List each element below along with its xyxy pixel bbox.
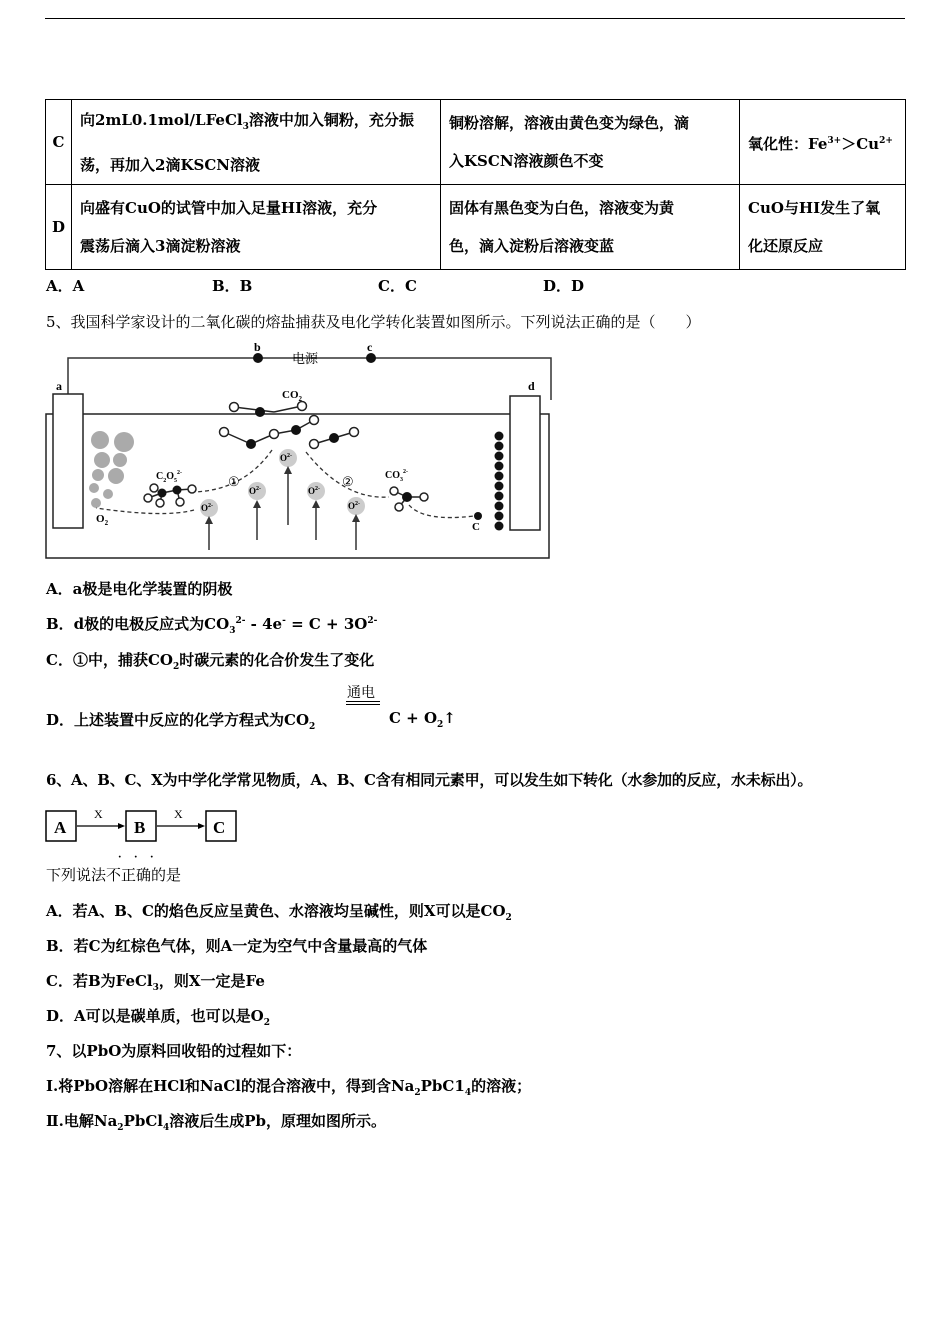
svg-text:O2-: $O^{2-}$ bbox=[308, 486, 321, 496]
carbon-deposit bbox=[474, 432, 504, 531]
equation-line bbox=[346, 701, 380, 702]
q7-stem: 7、以PbO为原料回收铅的过程如下： bbox=[46, 1042, 302, 1060]
q4-choice-d[interactable]: D．D bbox=[543, 277, 585, 295]
q4-choice-b[interactable]: B．B bbox=[212, 277, 253, 295]
operation-text: 向盛有CuO的试管中加入足量HI溶液，充分 bbox=[80, 199, 378, 217]
q6-option-a[interactable]: A．若A、B、C的焰色反应呈黄色、水溶液均呈碱性，则X可以是$CO_2$ bbox=[46, 902, 512, 923]
phenomenon-text: 色，滴入淀粉后溶液变蓝 bbox=[449, 237, 615, 255]
q6-option-d[interactable]: D．A可以是碳单质，也可以是$O_2$ bbox=[46, 1007, 270, 1028]
q5-option-d[interactable]: D．上述装置中反应的化学方程式为$CO_2$ bbox=[46, 711, 316, 732]
step-1-label: ① bbox=[228, 475, 240, 490]
co2-label: $CO_2$ bbox=[282, 389, 302, 403]
conclusion-text: ＞Cu bbox=[841, 134, 880, 153]
carbon-label: C bbox=[472, 521, 480, 533]
subscript: 3 bbox=[242, 121, 249, 132]
c2o5-cluster bbox=[144, 484, 196, 507]
label-a: a bbox=[56, 379, 62, 393]
q6-stem: 6、A、B、C、X为中学化学常见物质，A、B、C含有相同元素甲，可以发生如下转化（水参加的反应，水未标出）。 bbox=[46, 771, 813, 789]
electrode-d bbox=[510, 396, 540, 530]
superscript: 3+ bbox=[827, 135, 842, 146]
q5-option-b[interactable]: B．d极的电极反应式为$CO_3^{2-} - 4e^- = C + 3O^{2-}$ bbox=[46, 615, 378, 636]
q5-option-d-product: $C + O_2↑$ bbox=[389, 709, 456, 730]
row-label: D bbox=[46, 185, 72, 270]
operation-cell bbox=[72, 185, 441, 270]
operation-text: 向2mL0.1mol/LFeCl bbox=[80, 110, 243, 129]
terminal-c bbox=[366, 353, 376, 363]
svg-text:O2-: $O^{2-}$ bbox=[348, 501, 361, 511]
reagent-x-label: X bbox=[94, 807, 103, 821]
power-label: 电源 bbox=[292, 352, 319, 367]
phenomenon-text: 入KSCN溶液颜色不变 bbox=[449, 152, 604, 170]
o2-label: $O_2$ bbox=[96, 513, 109, 527]
ion-labels bbox=[201, 453, 360, 513]
conversion-flow bbox=[44, 802, 244, 848]
operation-text: 震荡后滴入3滴淀粉溶液 bbox=[80, 237, 241, 255]
q4-table bbox=[45, 99, 906, 270]
phenomenon-cell bbox=[441, 100, 740, 185]
electrode-a bbox=[53, 394, 83, 528]
electrochemical-diagram bbox=[44, 340, 554, 562]
row-label: C bbox=[46, 100, 72, 185]
phenomenon-text: 固体有黑色变为白色，溶液变为黄 bbox=[449, 199, 675, 217]
conclusion-text: 氧化性：Fe bbox=[748, 134, 828, 153]
flow-c-label: C bbox=[213, 818, 226, 837]
operation-text: 荡，再加入2滴KSCN溶液 bbox=[80, 155, 260, 174]
label-d: d bbox=[528, 379, 535, 393]
co2-molecules bbox=[220, 402, 359, 450]
flow-arrow-head bbox=[198, 823, 205, 829]
svg-text:O2-: $O^{2-}$ bbox=[201, 503, 214, 513]
operation-text: 溶液中加入铜粉，充分振 bbox=[248, 110, 414, 129]
header-rule bbox=[45, 18, 905, 19]
q5-option-a[interactable]: A．a极是电化学装置的阴极 bbox=[46, 580, 233, 598]
co3-cluster bbox=[390, 487, 428, 511]
reagent-x-label: X bbox=[174, 807, 183, 821]
conclusion-text: 化还原反应 bbox=[748, 237, 824, 255]
table-row bbox=[46, 185, 906, 270]
conclusion-cell bbox=[740, 185, 906, 270]
phenomenon-cell bbox=[441, 185, 740, 270]
q4-choice-c[interactable]: C．C bbox=[378, 277, 417, 295]
oxygen-bubbles bbox=[89, 431, 134, 508]
equation-line bbox=[346, 704, 380, 705]
electrolysis-condition: 通电 bbox=[347, 685, 375, 701]
q5-option-c[interactable]: C．①中，捕获$CO_2$时碳元素的化合价发生了变化 bbox=[46, 651, 375, 672]
step-2-label: ② bbox=[342, 475, 354, 490]
emphasis-dot: · bbox=[150, 852, 154, 863]
label-b: b bbox=[254, 340, 261, 354]
q6-option-c[interactable]: C．若B为FeCl$_3$，则X一定是Fe bbox=[46, 972, 265, 993]
emphasis-dot: · bbox=[134, 852, 138, 863]
flow-b-label: B bbox=[134, 818, 146, 837]
superscript: 2+ bbox=[879, 135, 893, 146]
table-row bbox=[46, 100, 906, 185]
co3-label: $CO_3^{2-}$ bbox=[385, 469, 408, 483]
q4-choice-a[interactable]: A．A bbox=[46, 277, 85, 295]
conclusion-cell bbox=[740, 100, 906, 185]
q5-stem: 5、我国科学家设计的二氧化碳的熔盐捕获及电化学转化装置如图所示。下列说法正确的是（ ） bbox=[46, 313, 701, 331]
terminal-b bbox=[253, 353, 263, 363]
q7-step-1: Ⅰ.将PbO溶解在HCl和NaCl的混合溶液中，得到含$Na_2PbC1_4$的溶液； bbox=[46, 1077, 532, 1098]
flow-arrow-head bbox=[118, 823, 125, 829]
svg-text:O2-: $O^{2-}$ bbox=[280, 453, 293, 463]
phenomenon-text: 铜粉溶解，溶液由黄色变为绿色，滴 bbox=[449, 114, 690, 132]
label-c: c bbox=[367, 340, 373, 354]
q6-option-b[interactable]: B．若C为红棕色气体，则A一定为空气中含量最高的气体 bbox=[46, 937, 428, 955]
c2o5-label: $C_2O_5^{2-}$ bbox=[156, 470, 183, 484]
q7-step-2: Ⅱ.电解$Na_2PbCl_4$溶液后生成Pb，原理如图所示。 bbox=[46, 1112, 387, 1133]
emphasis-dot: · bbox=[118, 852, 122, 863]
conclusion-text: CuO与HI发生了氧 bbox=[748, 199, 881, 217]
svg-text:O2-: $O^{2-}$ bbox=[249, 486, 262, 496]
flow-a-label: A bbox=[54, 818, 67, 837]
q6-question: 下列说法不正确的是 bbox=[46, 866, 182, 884]
operation-cell bbox=[72, 100, 441, 185]
